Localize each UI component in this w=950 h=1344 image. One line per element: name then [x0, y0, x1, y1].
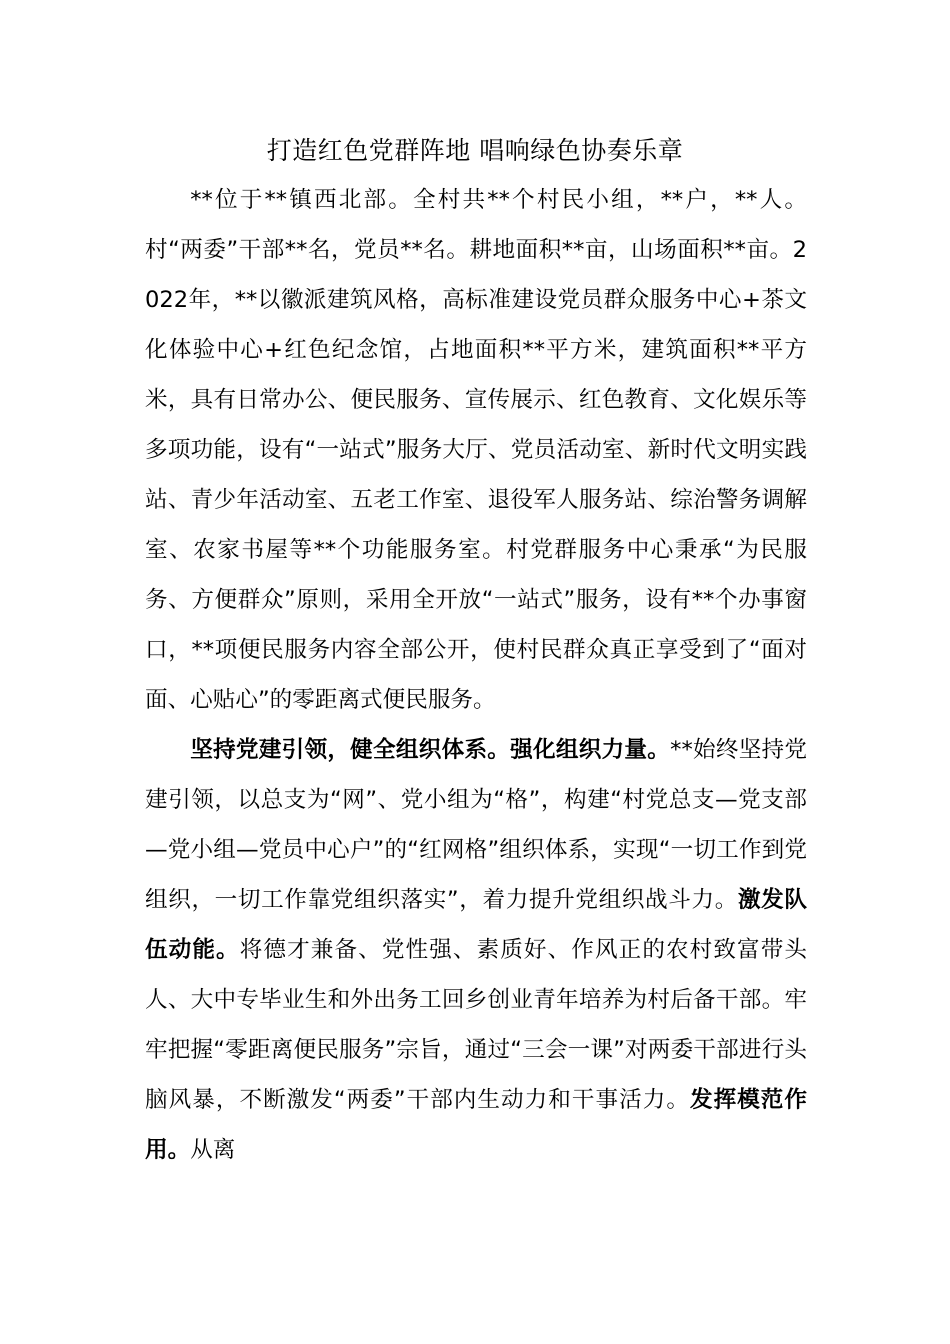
- document-body: [145, 175, 807, 1175]
- subsection-label-team: 激发队伍动能。: [145, 887, 807, 963]
- document-title: 打造红色党群阵地 唱响绿色协奏乐章: [266, 136, 684, 165]
- paragraph-intro: **位于**镇西北部。全村共**个村民小组，**户，**人。村“两委”干部**名，党员**名。耕地面积**亩，山场面积**亩。2022年，**以徽派建筑风格，高标准建设党员群众服务中心+茶文化体验中心+红色纪念馆，占地面积**平方米，建筑面积**平方米，具有日常办公、便民服务、宣传展示、红色教育、文化娱乐等多项功能，设有“一站式”服务大厅、党员活动室、新时代文明实践站、青少年活动室、五老工作室、退役军人服务站、综治警务调解室、农家书屋等**个功能服务室。村党群服务中心秉承“为民服务、方便群众”原则，采用全开放“一站式”服务，设有**个办事窗口，**项便民服务内容全部公开，使村民群众真正享受到了“面对面、心贴心”的零距离式便民服务。: [145, 187, 807, 713]
- subsection-text-organization: **始终坚持党建引领，以总支为“网”、党小组为“格”，构建“村党总支—党支部—党小组—党员中心户”的“红网格”组织体系，实现“一切工作到党组织，一切工作靠党组织落实”，着力提升党组织战斗力。: [145, 737, 808, 913]
- subsection-text-team: 将德才兼备、党性强、素质好、作风正的农村致富带头人、大中专毕业生和外出务工回乡创业青年培养为村后备干部。牢牢把握“零距离便民服务”宗旨，通过“三会一课”对两委干部进行头脑风暴，不断激发“两委”干部内生动力和干事活力。: [145, 937, 808, 1113]
- subsection-text-role-model: 从离: [190, 1137, 236, 1163]
- section-heading: 坚持党建引领，健全组织体系。: [190, 737, 511, 763]
- subsection-label-organization: 强化组织力量。: [510, 737, 671, 763]
- paragraph-party-building: [145, 725, 807, 1175]
- subsection-label-role-model: 发挥模范作用。: [145, 1087, 807, 1163]
